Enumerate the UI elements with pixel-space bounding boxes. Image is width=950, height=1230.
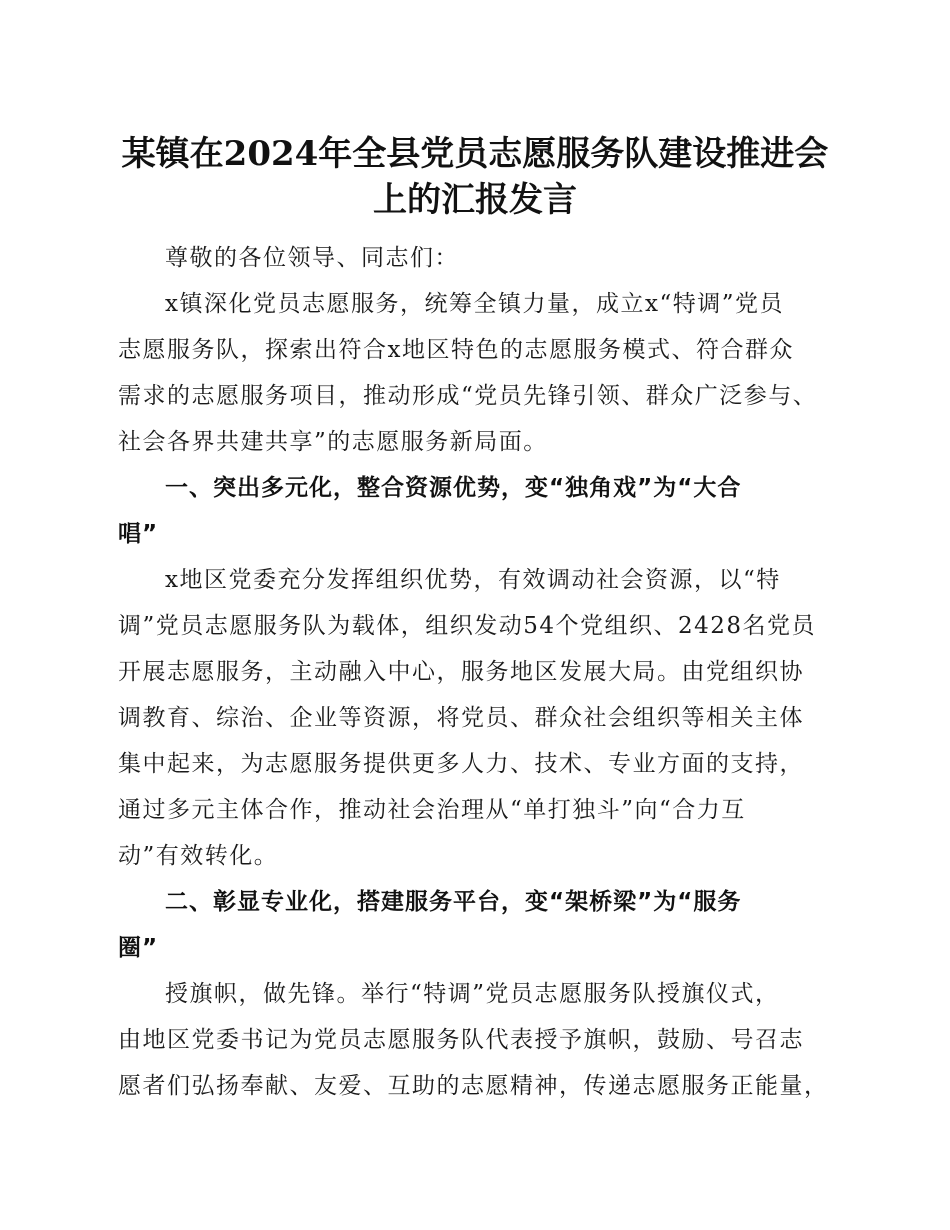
salutation: 尊敬的各位领导、同志们： bbox=[165, 245, 459, 271]
paragraph-line: 动”有效转化。 bbox=[118, 843, 279, 869]
document-title-line-2: 上的汇报发言 bbox=[373, 180, 577, 220]
paragraph-line: 由地区党委书记为党员志愿服务队代表授予旗帜，鼓励、号召志 bbox=[118, 1027, 804, 1053]
document-title-line-1: 某镇在2024年全县党员志愿服务队建设推进会 bbox=[121, 134, 829, 174]
section-heading-1: 一、突出多元化，整合资源优势，变“独角戏”为“大合 bbox=[165, 475, 742, 501]
paragraph-line: 调教育、综治、企业等资源，将党员、群众社会组织等相关主体 bbox=[118, 705, 804, 731]
paragraph-line: 志愿服务队，探索出符合x地区特色的志愿服务模式、符合群众 bbox=[118, 337, 794, 363]
paragraph-line: 愿者们弘扬奉献、友爱、互助的志愿精神，传递志愿服务正能量， bbox=[118, 1073, 829, 1099]
paragraph-line: x地区党委充分发挥组织优势，有效调动社会资源，以“特 bbox=[165, 567, 781, 593]
paragraph-line: 开展志愿服务，主动融入中心，服务地区发展大局。由党组织协 bbox=[118, 659, 804, 685]
section-heading-2: 二、彰显专业化，搭建服务平台，变“架桥梁”为“服务 bbox=[165, 889, 742, 915]
section-heading-2-continuation: 圈” bbox=[118, 935, 159, 961]
paragraph-line: 授旗帜，做先锋。举行“特调”党员志愿服务队授旗仪式， bbox=[165, 981, 780, 1007]
paragraph-line: 通过多元主体合作，推动社会治理从“单打独斗”向“合力互 bbox=[118, 797, 746, 823]
paragraph-line: 社会各界共建共享”的志愿服务新局面。 bbox=[118, 429, 548, 455]
section-heading-1-continuation: 唱” bbox=[118, 521, 159, 547]
paragraph-line: 调”党员志愿服务队为载体，组织发动54个党组织、2428名党员 bbox=[118, 613, 817, 639]
paragraph-line: 需求的志愿服务项目，推动形成“党员先锋引领、群众广泛参与、 bbox=[118, 383, 818, 409]
paragraph-line: 集中起来，为志愿服务提供更多人力、技术、专业方面的支持， bbox=[118, 751, 804, 777]
paragraph-line: x镇深化党员志愿服务，统筹全镇力量，成立x“特调”党员 bbox=[165, 291, 784, 317]
